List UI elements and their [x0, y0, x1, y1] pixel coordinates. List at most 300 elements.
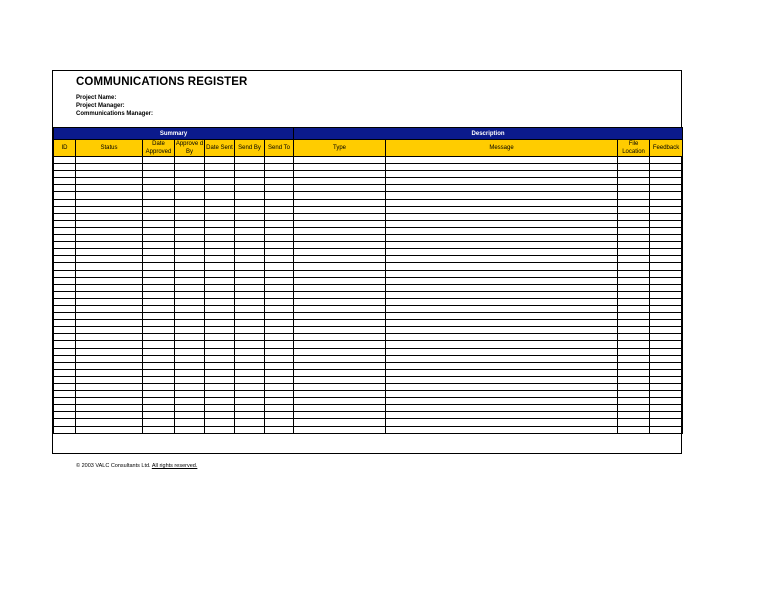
table-cell[interactable]: [265, 235, 294, 242]
table-cell[interactable]: [143, 405, 175, 412]
table-cell[interactable]: [235, 355, 265, 362]
table-cell[interactable]: [294, 192, 386, 199]
table-cell[interactable]: [386, 171, 618, 178]
table-cell[interactable]: [175, 277, 205, 284]
table-cell[interactable]: [175, 227, 205, 234]
table-cell[interactable]: [265, 242, 294, 249]
table-cell[interactable]: [650, 419, 683, 426]
table-cell[interactable]: [143, 355, 175, 362]
table-cell[interactable]: [54, 398, 76, 405]
table-cell[interactable]: [76, 327, 143, 334]
table-cell[interactable]: [54, 298, 76, 305]
table-cell[interactable]: [76, 419, 143, 426]
table-cell[interactable]: [294, 384, 386, 391]
table-cell[interactable]: [618, 327, 650, 334]
table-cell[interactable]: [265, 164, 294, 171]
table-cell[interactable]: [143, 391, 175, 398]
table-cell[interactable]: [235, 313, 265, 320]
table-cell[interactable]: [54, 291, 76, 298]
table-cell[interactable]: [205, 178, 235, 185]
table-cell[interactable]: [386, 256, 618, 263]
table-cell[interactable]: [265, 213, 294, 220]
table-cell[interactable]: [618, 171, 650, 178]
table-cell[interactable]: [76, 348, 143, 355]
table-cell[interactable]: [54, 376, 76, 383]
table-cell[interactable]: [143, 305, 175, 312]
table-cell[interactable]: [386, 362, 618, 369]
table-cell[interactable]: [294, 227, 386, 234]
table-cell[interactable]: [143, 256, 175, 263]
table-cell[interactable]: [618, 426, 650, 433]
table-cell[interactable]: [76, 206, 143, 213]
table-cell[interactable]: [175, 384, 205, 391]
table-cell[interactable]: [294, 405, 386, 412]
table-cell[interactable]: [54, 192, 76, 199]
table-cell[interactable]: [235, 164, 265, 171]
table-cell[interactable]: [235, 341, 265, 348]
table-cell[interactable]: [265, 355, 294, 362]
table-cell[interactable]: [54, 171, 76, 178]
table-cell[interactable]: [265, 270, 294, 277]
table-cell[interactable]: [265, 391, 294, 398]
table-cell[interactable]: [235, 376, 265, 383]
table-cell[interactable]: [235, 284, 265, 291]
table-cell[interactable]: [76, 213, 143, 220]
table-cell[interactable]: [175, 256, 205, 263]
table-cell[interactable]: [54, 206, 76, 213]
table-cell[interactable]: [650, 348, 683, 355]
table-cell[interactable]: [54, 157, 76, 164]
table-cell[interactable]: [618, 391, 650, 398]
table-cell[interactable]: [76, 362, 143, 369]
table-cell[interactable]: [650, 263, 683, 270]
table-cell[interactable]: [235, 157, 265, 164]
table-cell[interactable]: [76, 369, 143, 376]
table-cell[interactable]: [265, 426, 294, 433]
table-cell[interactable]: [54, 227, 76, 234]
table-cell[interactable]: [235, 362, 265, 369]
table-cell[interactable]: [265, 348, 294, 355]
table-cell[interactable]: [175, 178, 205, 185]
table-cell[interactable]: [175, 284, 205, 291]
table-cell[interactable]: [235, 206, 265, 213]
table-cell[interactable]: [175, 376, 205, 383]
table-cell[interactable]: [618, 419, 650, 426]
table-cell[interactable]: [143, 341, 175, 348]
table-cell[interactable]: [235, 227, 265, 234]
table-cell[interactable]: [650, 320, 683, 327]
table-cell[interactable]: [294, 213, 386, 220]
table-cell[interactable]: [76, 334, 143, 341]
table-cell[interactable]: [265, 171, 294, 178]
table-cell[interactable]: [386, 376, 618, 383]
table-cell[interactable]: [143, 398, 175, 405]
table-cell[interactable]: [143, 412, 175, 419]
table-cell[interactable]: [294, 419, 386, 426]
table-cell[interactable]: [265, 157, 294, 164]
table-cell[interactable]: [54, 277, 76, 284]
table-cell[interactable]: [650, 369, 683, 376]
table-cell[interactable]: [386, 405, 618, 412]
table-cell[interactable]: [650, 291, 683, 298]
table-cell[interactable]: [650, 341, 683, 348]
table-cell[interactable]: [294, 235, 386, 242]
table-cell[interactable]: [54, 391, 76, 398]
table-cell[interactable]: [143, 313, 175, 320]
table-cell[interactable]: [205, 157, 235, 164]
table-cell[interactable]: [294, 291, 386, 298]
table-cell[interactable]: [386, 334, 618, 341]
table-cell[interactable]: [143, 362, 175, 369]
table-cell[interactable]: [386, 320, 618, 327]
table-cell[interactable]: [386, 185, 618, 192]
table-cell[interactable]: [265, 327, 294, 334]
table-cell[interactable]: [618, 227, 650, 234]
table-cell[interactable]: [175, 199, 205, 206]
table-cell[interactable]: [205, 419, 235, 426]
table-cell[interactable]: [650, 171, 683, 178]
table-cell[interactable]: [618, 284, 650, 291]
table-cell[interactable]: [265, 341, 294, 348]
table-cell[interactable]: [76, 227, 143, 234]
table-cell[interactable]: [386, 178, 618, 185]
table-cell[interactable]: [235, 384, 265, 391]
table-cell[interactable]: [76, 391, 143, 398]
table-cell[interactable]: [235, 419, 265, 426]
table-cell[interactable]: [618, 277, 650, 284]
table-cell[interactable]: [76, 376, 143, 383]
table-cell[interactable]: [76, 320, 143, 327]
table-cell[interactable]: [175, 369, 205, 376]
table-cell[interactable]: [265, 227, 294, 234]
table-cell[interactable]: [76, 341, 143, 348]
table-cell[interactable]: [265, 369, 294, 376]
table-cell[interactable]: [235, 327, 265, 334]
table-cell[interactable]: [76, 185, 143, 192]
table-cell[interactable]: [618, 249, 650, 256]
table-cell[interactable]: [143, 426, 175, 433]
table-cell[interactable]: [175, 327, 205, 334]
table-cell[interactable]: [386, 398, 618, 405]
table-cell[interactable]: [265, 298, 294, 305]
table-cell[interactable]: [76, 426, 143, 433]
table-cell[interactable]: [54, 426, 76, 433]
table-cell[interactable]: [265, 178, 294, 185]
table-cell[interactable]: [54, 355, 76, 362]
table-cell[interactable]: [265, 284, 294, 291]
table-cell[interactable]: [386, 298, 618, 305]
table-cell[interactable]: [76, 384, 143, 391]
table-cell[interactable]: [54, 242, 76, 249]
table-cell[interactable]: [618, 341, 650, 348]
table-cell[interactable]: [175, 291, 205, 298]
table-cell[interactable]: [143, 320, 175, 327]
rights-link[interactable]: All rights reserved.: [151, 463, 198, 469]
table-cell[interactable]: [294, 334, 386, 341]
table-cell[interactable]: [143, 384, 175, 391]
table-cell[interactable]: [54, 305, 76, 312]
table-cell[interactable]: [235, 277, 265, 284]
table-cell[interactable]: [205, 334, 235, 341]
table-cell[interactable]: [294, 327, 386, 334]
table-cell[interactable]: [265, 362, 294, 369]
table-cell[interactable]: [76, 405, 143, 412]
table-cell[interactable]: [175, 185, 205, 192]
table-cell[interactable]: [54, 334, 76, 341]
table-cell[interactable]: [205, 263, 235, 270]
table-cell[interactable]: [265, 291, 294, 298]
table-cell[interactable]: [618, 384, 650, 391]
table-cell[interactable]: [650, 313, 683, 320]
table-cell[interactable]: [205, 426, 235, 433]
table-cell[interactable]: [175, 320, 205, 327]
table-cell[interactable]: [76, 164, 143, 171]
table-cell[interactable]: [175, 235, 205, 242]
table-cell[interactable]: [143, 199, 175, 206]
table-cell[interactable]: [618, 242, 650, 249]
table-cell[interactable]: [618, 206, 650, 213]
table-cell[interactable]: [618, 213, 650, 220]
table-cell[interactable]: [618, 270, 650, 277]
table-cell[interactable]: [235, 213, 265, 220]
table-cell[interactable]: [618, 220, 650, 227]
table-cell[interactable]: [76, 398, 143, 405]
table-cell[interactable]: [175, 341, 205, 348]
table-cell[interactable]: [205, 376, 235, 383]
table-cell[interactable]: [235, 320, 265, 327]
table-cell[interactable]: [205, 235, 235, 242]
table-cell[interactable]: [235, 242, 265, 249]
table-cell[interactable]: [54, 256, 76, 263]
table-cell[interactable]: [294, 398, 386, 405]
table-cell[interactable]: [235, 334, 265, 341]
table-cell[interactable]: [54, 263, 76, 270]
table-cell[interactable]: [265, 419, 294, 426]
table-cell[interactable]: [618, 199, 650, 206]
table-cell[interactable]: [54, 213, 76, 220]
table-cell[interactable]: [386, 213, 618, 220]
table-cell[interactable]: [650, 227, 683, 234]
table-cell[interactable]: [294, 178, 386, 185]
table-cell[interactable]: [650, 384, 683, 391]
table-cell[interactable]: [205, 384, 235, 391]
table-cell[interactable]: [76, 220, 143, 227]
table-cell[interactable]: [54, 369, 76, 376]
table-cell[interactable]: [386, 192, 618, 199]
table-cell[interactable]: [265, 320, 294, 327]
table-cell[interactable]: [76, 277, 143, 284]
table-cell[interactable]: [54, 348, 76, 355]
table-cell[interactable]: [235, 220, 265, 227]
table-cell[interactable]: [386, 164, 618, 171]
table-cell[interactable]: [650, 213, 683, 220]
table-cell[interactable]: [650, 235, 683, 242]
table-cell[interactable]: [205, 249, 235, 256]
table-cell[interactable]: [143, 164, 175, 171]
table-cell[interactable]: [143, 284, 175, 291]
table-cell[interactable]: [618, 164, 650, 171]
table-cell[interactable]: [235, 348, 265, 355]
table-cell[interactable]: [143, 291, 175, 298]
table-cell[interactable]: [175, 242, 205, 249]
table-cell[interactable]: [143, 277, 175, 284]
table-cell[interactable]: [205, 291, 235, 298]
table-cell[interactable]: [618, 398, 650, 405]
table-cell[interactable]: [650, 355, 683, 362]
table-cell[interactable]: [54, 313, 76, 320]
table-cell[interactable]: [618, 256, 650, 263]
table-cell[interactable]: [175, 249, 205, 256]
table-cell[interactable]: [386, 327, 618, 334]
table-cell[interactable]: [650, 298, 683, 305]
table-cell[interactable]: [54, 419, 76, 426]
table-cell[interactable]: [294, 249, 386, 256]
table-cell[interactable]: [205, 398, 235, 405]
table-cell[interactable]: [386, 284, 618, 291]
table-cell[interactable]: [143, 185, 175, 192]
table-cell[interactable]: [294, 284, 386, 291]
table-cell[interactable]: [175, 391, 205, 398]
table-cell[interactable]: [143, 171, 175, 178]
table-cell[interactable]: [618, 185, 650, 192]
table-cell[interactable]: [265, 185, 294, 192]
table-cell[interactable]: [386, 263, 618, 270]
table-cell[interactable]: [294, 157, 386, 164]
table-cell[interactable]: [54, 341, 76, 348]
table-cell[interactable]: [205, 256, 235, 263]
table-cell[interactable]: [235, 185, 265, 192]
table-cell[interactable]: [294, 348, 386, 355]
table-cell[interactable]: [235, 391, 265, 398]
table-cell[interactable]: [386, 199, 618, 206]
table-cell[interactable]: [205, 355, 235, 362]
table-cell[interactable]: [76, 242, 143, 249]
table-cell[interactable]: [235, 171, 265, 178]
table-cell[interactable]: [175, 157, 205, 164]
table-cell[interactable]: [618, 348, 650, 355]
table-cell[interactable]: [205, 369, 235, 376]
table-cell[interactable]: [265, 277, 294, 284]
table-cell[interactable]: [54, 320, 76, 327]
table-cell[interactable]: [76, 171, 143, 178]
table-cell[interactable]: [76, 178, 143, 185]
table-cell[interactable]: [650, 305, 683, 312]
table-cell[interactable]: [386, 305, 618, 312]
table-cell[interactable]: [386, 227, 618, 234]
table-cell[interactable]: [386, 270, 618, 277]
table-cell[interactable]: [143, 334, 175, 341]
table-cell[interactable]: [235, 412, 265, 419]
table-cell[interactable]: [294, 164, 386, 171]
table-cell[interactable]: [76, 157, 143, 164]
table-cell[interactable]: [143, 270, 175, 277]
table-cell[interactable]: [265, 398, 294, 405]
table-cell[interactable]: [650, 185, 683, 192]
table-cell[interactable]: [235, 305, 265, 312]
table-cell[interactable]: [235, 249, 265, 256]
table-cell[interactable]: [205, 327, 235, 334]
table-cell[interactable]: [76, 192, 143, 199]
table-cell[interactable]: [205, 391, 235, 398]
table-cell[interactable]: [175, 405, 205, 412]
table-cell[interactable]: [618, 157, 650, 164]
table-cell[interactable]: [205, 277, 235, 284]
table-cell[interactable]: [205, 412, 235, 419]
table-cell[interactable]: [54, 327, 76, 334]
table-cell[interactable]: [205, 199, 235, 206]
table-cell[interactable]: [143, 206, 175, 213]
table-cell[interactable]: [386, 313, 618, 320]
table-cell[interactable]: [650, 256, 683, 263]
table-cell[interactable]: [205, 405, 235, 412]
table-cell[interactable]: [143, 213, 175, 220]
table-cell[interactable]: [294, 298, 386, 305]
table-cell[interactable]: [294, 171, 386, 178]
table-cell[interactable]: [265, 199, 294, 206]
table-cell[interactable]: [235, 298, 265, 305]
table-cell[interactable]: [386, 277, 618, 284]
table-cell[interactable]: [143, 327, 175, 334]
table-cell[interactable]: [650, 249, 683, 256]
table-cell[interactable]: [265, 405, 294, 412]
table-cell[interactable]: [205, 362, 235, 369]
table-cell[interactable]: [386, 369, 618, 376]
table-cell[interactable]: [618, 405, 650, 412]
table-cell[interactable]: [143, 192, 175, 199]
table-cell[interactable]: [650, 157, 683, 164]
table-cell[interactable]: [386, 235, 618, 242]
table-cell[interactable]: [294, 355, 386, 362]
table-cell[interactable]: [386, 391, 618, 398]
table-cell[interactable]: [235, 270, 265, 277]
table-cell[interactable]: [175, 220, 205, 227]
table-cell[interactable]: [386, 242, 618, 249]
table-cell[interactable]: [386, 419, 618, 426]
table-cell[interactable]: [294, 199, 386, 206]
table-cell[interactable]: [650, 270, 683, 277]
table-cell[interactable]: [205, 220, 235, 227]
table-cell[interactable]: [294, 320, 386, 327]
table-cell[interactable]: [265, 412, 294, 419]
table-cell[interactable]: [175, 412, 205, 419]
table-cell[interactable]: [235, 192, 265, 199]
table-cell[interactable]: [205, 185, 235, 192]
table-cell[interactable]: [175, 305, 205, 312]
table-cell[interactable]: [76, 199, 143, 206]
table-cell[interactable]: [54, 178, 76, 185]
table-cell[interactable]: [265, 263, 294, 270]
table-cell[interactable]: [294, 206, 386, 213]
table-cell[interactable]: [386, 291, 618, 298]
table-cell[interactable]: [235, 256, 265, 263]
table-cell[interactable]: [650, 398, 683, 405]
table-cell[interactable]: [205, 171, 235, 178]
table-cell[interactable]: [265, 256, 294, 263]
table-cell[interactable]: [618, 298, 650, 305]
table-cell[interactable]: [618, 263, 650, 270]
table-cell[interactable]: [650, 405, 683, 412]
table-cell[interactable]: [175, 192, 205, 199]
table-cell[interactable]: [618, 355, 650, 362]
table-cell[interactable]: [386, 348, 618, 355]
table-cell[interactable]: [205, 348, 235, 355]
table-cell[interactable]: [143, 298, 175, 305]
table-cell[interactable]: [175, 171, 205, 178]
table-cell[interactable]: [76, 298, 143, 305]
table-cell[interactable]: [618, 313, 650, 320]
table-cell[interactable]: [265, 206, 294, 213]
table-cell[interactable]: [650, 334, 683, 341]
